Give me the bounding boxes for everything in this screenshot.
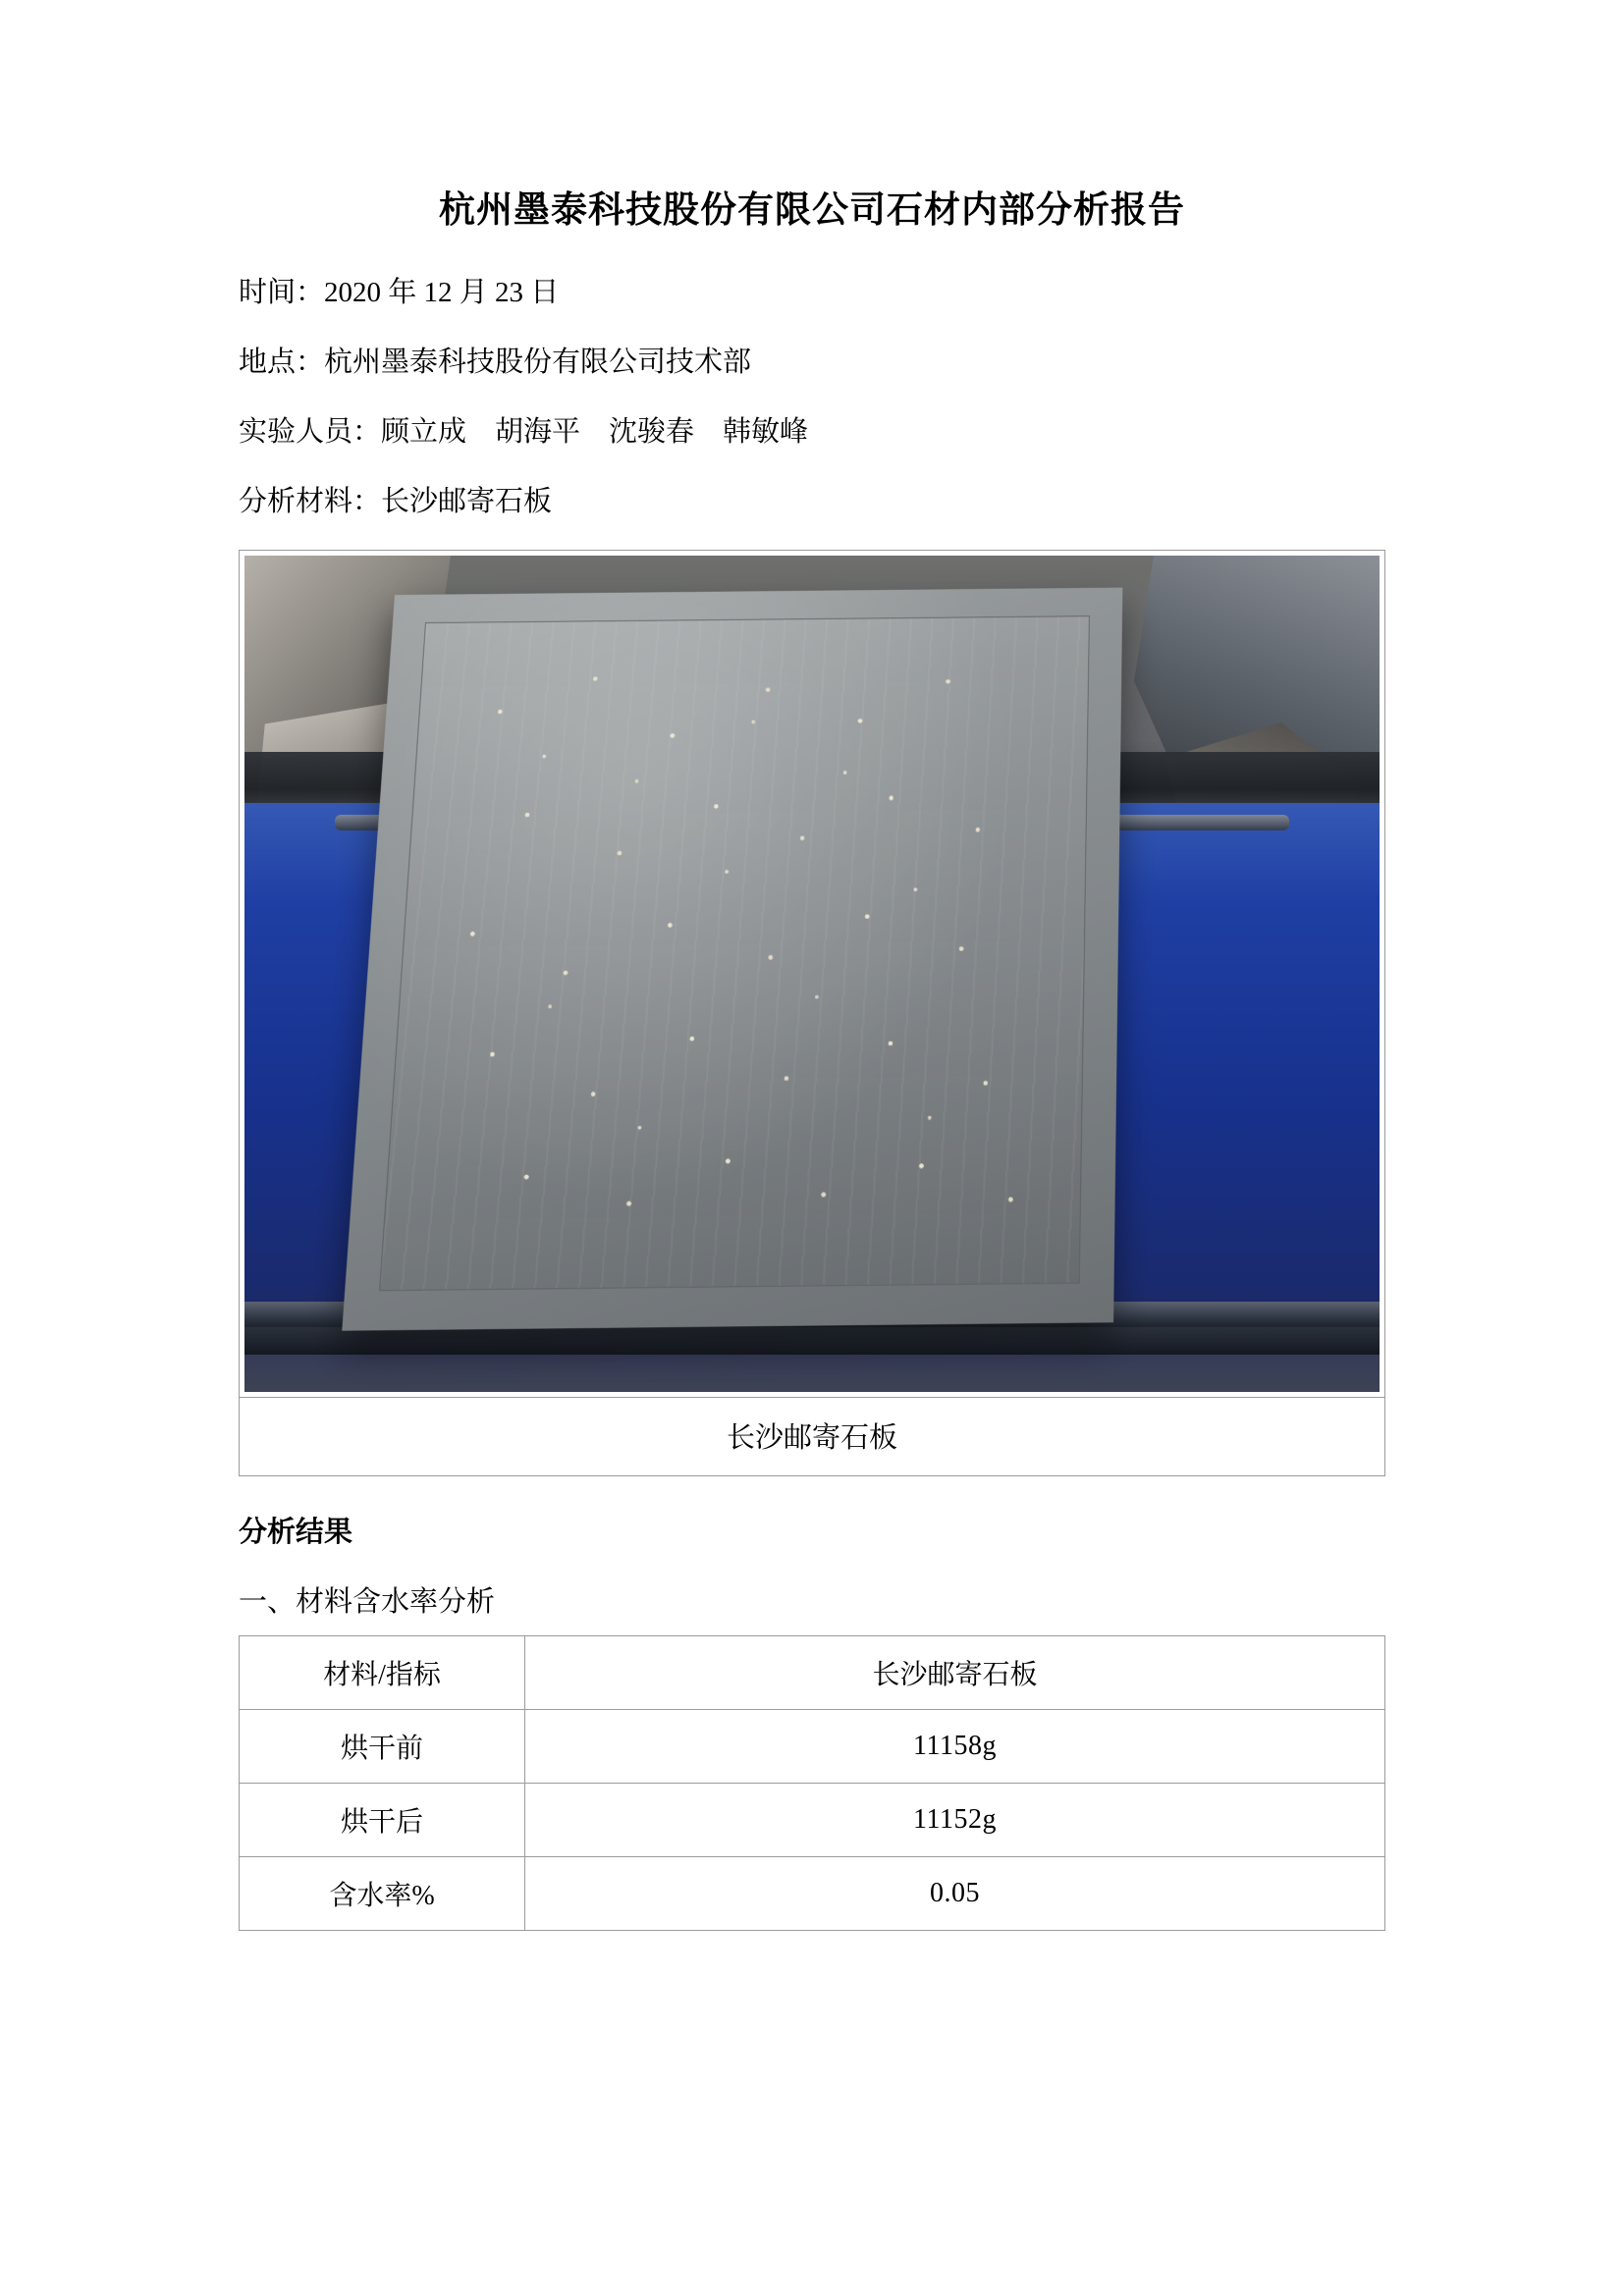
figure-caption: 长沙邮寄石板 [240, 1397, 1384, 1475]
table-row [240, 1635, 1385, 1709]
page-title: 杭州墨泰科技股份有限公司石材内部分析报告 [439, 189, 1185, 230]
photo-slab-inner-border [380, 616, 1090, 1292]
photo-slab-specks-fine [381, 617, 1089, 1291]
meta-staff: 实验人员：顾立成 胡海平 沈骏春 韩敏峰 [239, 415, 809, 448]
figure-image-wrap [240, 551, 1384, 1397]
meta-time: 时间：2020 年 12 月 23 日 [239, 277, 560, 309]
stone-slab-photo [244, 556, 1380, 1392]
table-cell-label: 含水率% [240, 1856, 525, 1930]
table-cell-value: 长沙邮寄石板 [525, 1635, 1385, 1709]
table-cell-value: 0.05 [525, 1856, 1385, 1930]
table-row [240, 1709, 1385, 1783]
table-cell-label: 材料/指标 [240, 1635, 525, 1709]
section-one-heading: 一、材料含水率分析 [239, 1585, 496, 1618]
table-row [240, 1856, 1385, 1930]
results-heading: 分析结果 [239, 1516, 353, 1548]
table-cell-value: 11152g [525, 1783, 1385, 1856]
figure-block [239, 550, 1385, 1476]
table-row [240, 1783, 1385, 1856]
meta-material: 分析材料：长沙邮寄石板 [239, 485, 553, 517]
moisture-table [239, 1635, 1385, 1931]
photo-table-foot [244, 1327, 1380, 1355]
document-content [239, 187, 1385, 1931]
meta-place: 地点：杭州墨泰科技股份有限公司技术部 [239, 347, 752, 379]
table-cell-label: 烘干后 [240, 1783, 525, 1856]
table-cell-value: 11158g [525, 1709, 1385, 1783]
photo-stone-slab [342, 588, 1122, 1331]
table-cell-label: 烘干前 [240, 1709, 525, 1783]
